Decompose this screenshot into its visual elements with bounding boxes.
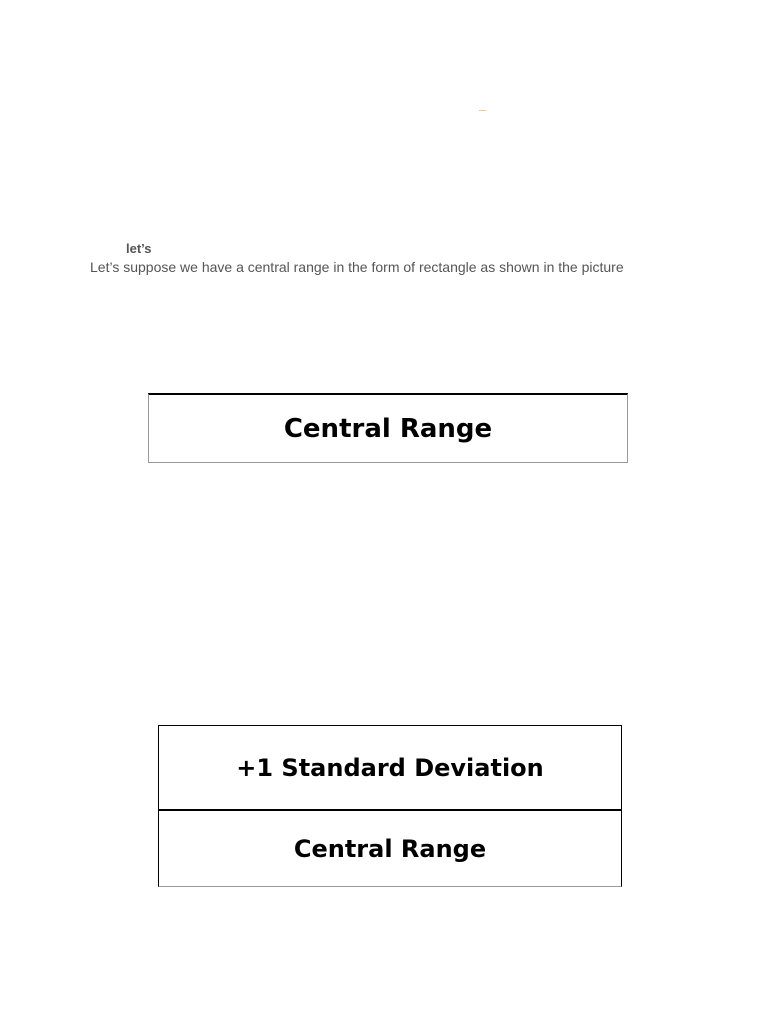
accent-mark: _ [479, 97, 487, 112]
plus-one-standard-deviation-label: +1 Standard Deviation [236, 753, 544, 782]
central-range-label: Central Range [283, 413, 493, 444]
deviation-diagram [158, 725, 622, 887]
central-range-label-lower: Central Range [293, 834, 487, 863]
central-range-box-lower [158, 811, 622, 887]
central-range-box [148, 393, 628, 463]
plus-one-standard-deviation-box [158, 725, 622, 811]
lets-label: let’s [126, 241, 152, 256]
intro-paragraph: Let’s suppose we have a central range in the form of rectangle as shown in the picture [90, 259, 624, 275]
